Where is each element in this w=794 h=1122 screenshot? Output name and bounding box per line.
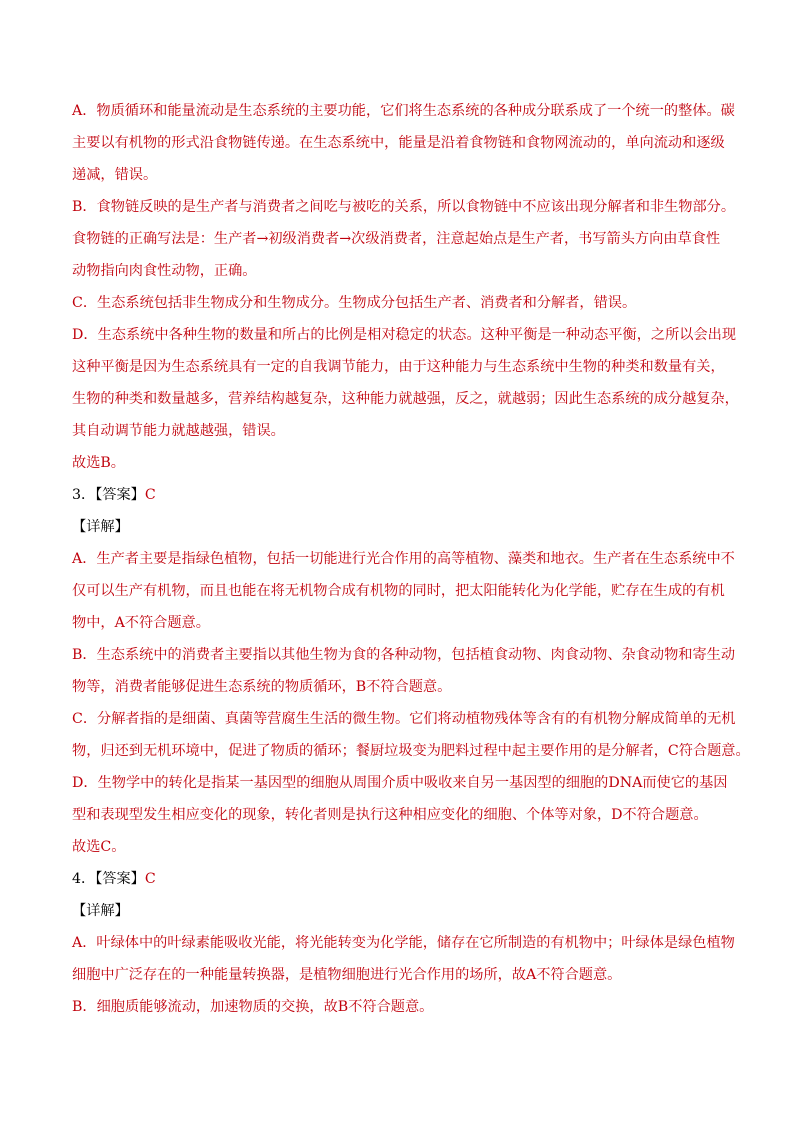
q3-option-a-line-1: A．生产者主要是指绿色植物，包括一切能进行光合作用的高等植物、藻类和地衣。生产者在生态系统中不	[72, 551, 735, 567]
q3-number: 3．	[72, 487, 96, 503]
q4-option-a-line-2: 细胞中广泛存在的一种能量转换器，是植物细胞进行光合作用的场所，故A不符合题意。	[72, 967, 622, 983]
q3-conclusion: 故选C。	[72, 839, 126, 855]
q3-detail-label: 【详解】	[72, 519, 129, 535]
q3-option-a-line-3: 物中，A不符合题意。	[72, 615, 210, 631]
q3-answer-value: C	[144, 487, 156, 503]
q2-option-a-line-2: 主要以有机物的形式沿食物链传递。在生态系统中，能量是沿着食物链和食物网流动的，单向流动和逐级	[72, 135, 725, 151]
q3-option-b-line-2: 物等，消费者能够促进生态系统的物质循环，B不符合题意。	[72, 679, 452, 695]
q4-detail-label: 【详解】	[72, 903, 129, 919]
q2-option-c-line-1: C．生态系统包括非生物成分和生物成分。生物成分包括生产者、消费者和分解者，错误。	[72, 295, 637, 311]
q2-option-d-line-4: 其自动调节能力就越越强，错误。	[72, 423, 285, 439]
q3-option-b-line-1: B．生态系统中的消费者主要指以其他生物为食的各种动物，包括植食动物、肉食动物、杂食动物和寄生动	[72, 647, 736, 663]
q3-option-d-line-1: D．生物学中的转化是指某一基因型的细胞从周围介质中吸收来自另一基因型的细胞的DNA而使它的基因	[72, 775, 728, 791]
q2-option-a-line-3: 递减，错误。	[72, 167, 158, 183]
q2-conclusion: 故选B。	[72, 455, 125, 471]
q2-option-a-line-1: A．物质循环和能量流动是生态系统的主要功能，它们将生态系统的各种成分联系成了一个统一的整体。碳	[72, 103, 735, 119]
q4-option-a-line-1: A．叶绿体中的叶绿素能吸收光能，将光能转变为化学能，储存在它所制造的有机物中；叶绿体是绿色植物	[72, 935, 735, 951]
q4-answer-value: C	[144, 871, 156, 887]
q2-option-d-line-3: 生物的种类和数量越多，营养结构越复杂，这种能力就越强，反之，就越弱；因此生态系统的成分越复杂，	[72, 391, 739, 407]
q4-number: 4．	[72, 871, 96, 887]
q4-option-b-line-1: B．细胞质能够流动，加速物质的交换，故B不符合题意。	[72, 999, 434, 1015]
q2-option-b-line-3: 动物指向肉食性动物，正确。	[72, 263, 257, 279]
q2-option-d-line-2: 这种平衡是因为生态系统具有一定的自我调节能力，由于这种能力与生态系统中生物的种类和数量有关，	[72, 359, 725, 375]
q3-option-c-line-2: 物，归还到无机环境中，促进了物质的循环；餐厨垃圾变为肥料过程中起主要作用的是分解者，C符合题意。	[72, 743, 750, 759]
q2-option-b-line-1: B．食物链反映的是生产者与消费者之间吃与被吃的关系，所以食物链中不应该出现分解者和非生物部分。	[72, 199, 736, 215]
q3-option-a-line-2: 仅可以生产有机物，而且也能在将无机物合成有机物的同时，把太阳能转化为化学能，贮存在生成的有机	[72, 583, 725, 599]
q4-answer-label: 【答案】	[95, 871, 145, 887]
q3-option-c-line-1: C．分解者指的是细菌、真菌等营腐生生活的微生物。它们将动植物残体等含有的有机物分解成简单的无机	[72, 711, 736, 727]
q2-option-b-line-2: 食物链的正确写法是：生产者→初级消费者→次级消费者，注意起始点是生产者，书写箭头方向由草食性	[72, 231, 721, 247]
q4-answer-heading	[72, 869, 726, 889]
q2-option-d-line-1: D．生态系统中各种生物的数量和所占的比例是相对稳定的状态。这种平衡是一种动态平衡，之所以会出现	[72, 327, 737, 343]
q3-option-d-line-2: 型和表现型发生相应变化的现象，转化者则是执行这种相应变化的细胞、个体等对象，D不符合题意。	[72, 807, 708, 823]
q3-answer-label: 【答案】	[95, 487, 145, 503]
q3-answer-heading	[72, 485, 726, 505]
